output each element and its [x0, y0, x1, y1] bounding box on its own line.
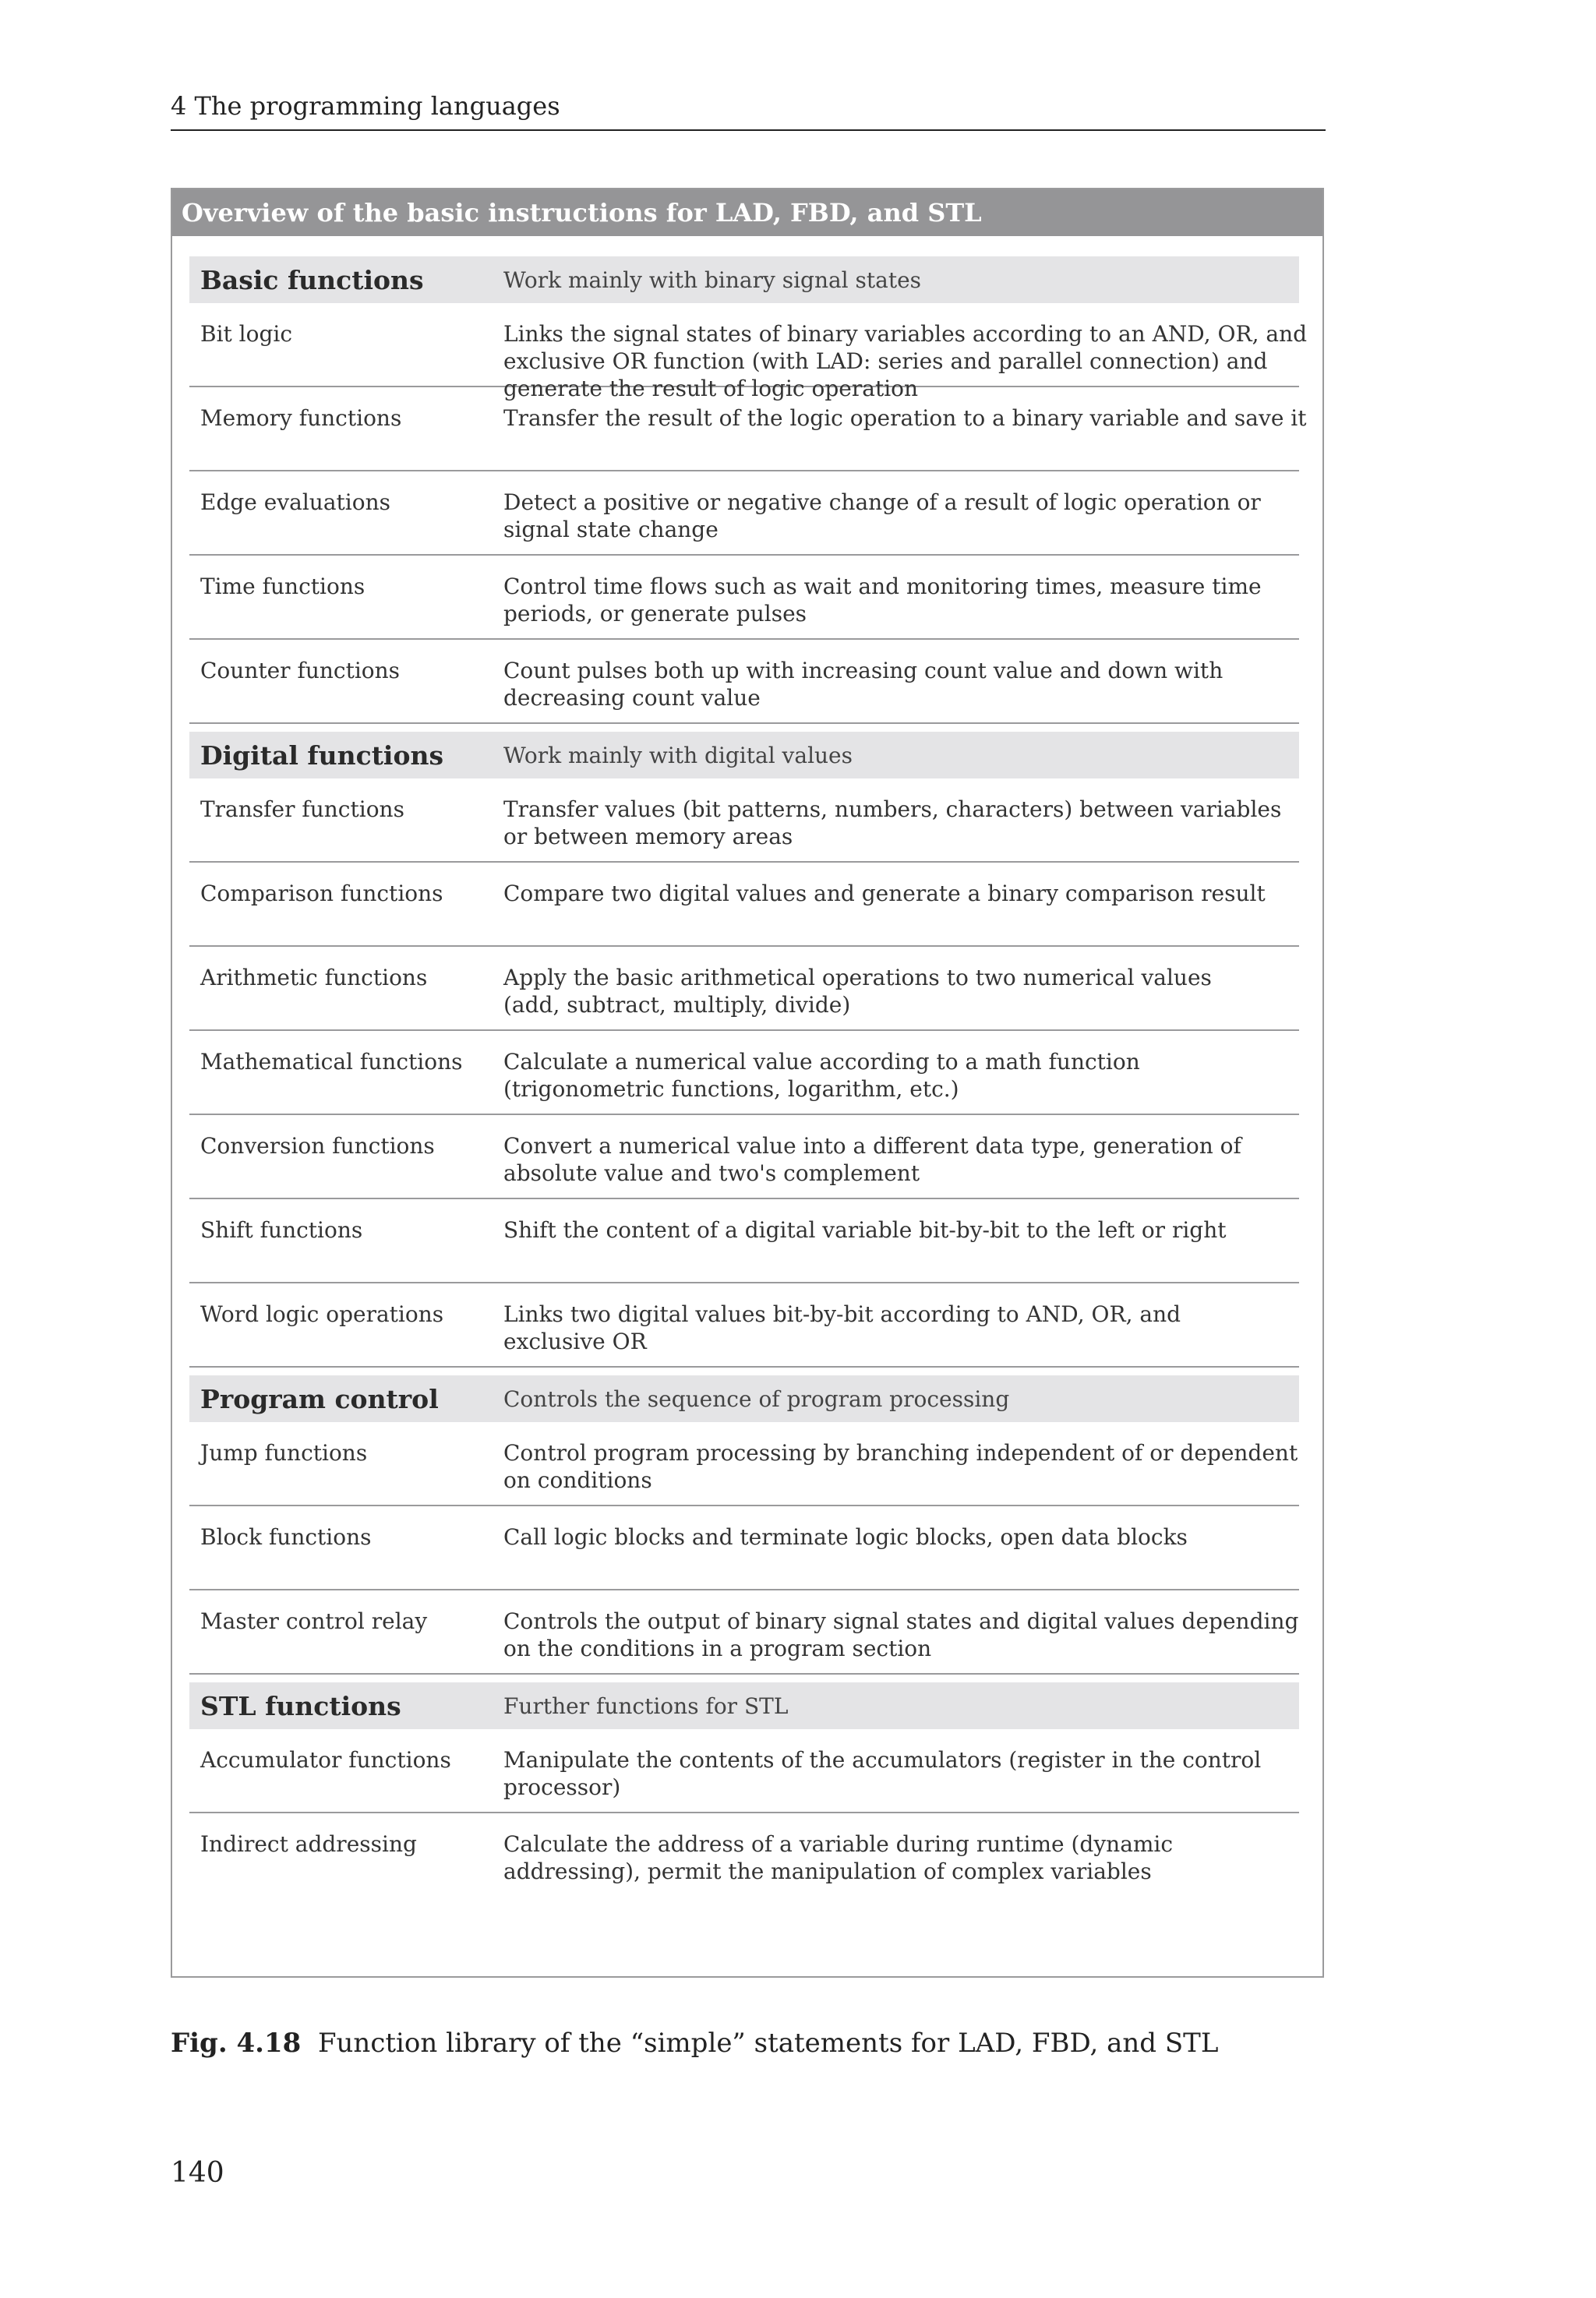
function-description: [503, 1746, 1299, 1812]
description-line: (trigonometric functions, logarithm, etc.): [503, 1076, 959, 1102]
function-name: Shift functions: [200, 1217, 363, 1243]
description-line: (add, subtract, multiply, divide): [503, 992, 851, 1018]
function-description: [503, 1048, 1299, 1114]
running-head: 4 The programming languages: [171, 90, 1326, 131]
description-line: Transfer the result of the logic operation to a binary variable and save it: [503, 405, 1307, 431]
figure-label: Fig. 4.18: [171, 2028, 302, 2059]
instruction-table: [189, 256, 1308, 1897]
overview-box: [171, 188, 1324, 1978]
description-line: Apply the basic arithmetical operations to two numerical values: [503, 965, 1212, 990]
function-name: Comparison functions: [200, 881, 443, 906]
description-line: Calculate a numerical value according to a math function: [503, 1049, 1140, 1075]
section-title: STL functions: [200, 1690, 401, 1721]
table-row: [189, 947, 1299, 1031]
description-line: exclusive OR: [503, 1329, 647, 1354]
description-line: Links the signal states of binary variables according to an AND, OR, and: [503, 321, 1308, 347]
function-name: Jump functions: [200, 1440, 368, 1466]
description-line: Manipulate the contents of the accumulators (register in the control: [503, 1747, 1262, 1773]
function-name: Edge evaluations: [200, 489, 390, 515]
function-name: Arithmetic functions: [200, 965, 428, 990]
function-name: Mathematical functions: [200, 1049, 463, 1075]
description-line: decreasing count value: [503, 685, 761, 711]
description-line: Links two digital values bit-by-bit according to AND, OR, and: [503, 1301, 1181, 1327]
function-description: [503, 573, 1299, 638]
function-description: [503, 320, 1308, 401]
function-description: [503, 880, 1299, 945]
table-row: [189, 303, 1308, 401]
table-row: [189, 1115, 1299, 1199]
table-row: [189, 1422, 1299, 1506]
section-title: Basic functions: [200, 264, 424, 295]
description-line: Count pulses both up with increasing count value and down with: [503, 658, 1223, 683]
function-description: [503, 1523, 1299, 1589]
description-line: Detect a positive or negative change of a result of logic operation or: [503, 489, 1261, 515]
function-name: Counter functions: [200, 658, 401, 683]
table-row: [189, 1283, 1299, 1368]
function-name: Memory functions: [200, 405, 402, 431]
table-row: [189, 1506, 1299, 1590]
description-line: addressing), permit the manipulation of complex variables: [503, 1859, 1152, 1884]
section-title: Program control: [200, 1383, 439, 1414]
description-line: Control time flows such as wait and monitoring times, measure time: [503, 574, 1262, 599]
function-description: [503, 489, 1299, 554]
function-description: [503, 1132, 1299, 1198]
table-row: [189, 1199, 1299, 1283]
function-name: Word logic operations: [200, 1301, 444, 1327]
function-description: [503, 1830, 1299, 1897]
description-line: generate the result of logic operation: [503, 376, 919, 401]
description-line: or between memory areas: [503, 824, 793, 849]
description-line: signal state change: [503, 517, 719, 542]
description-line: Shift the content of a digital variable bit-by-bit to the left or right: [503, 1217, 1227, 1243]
table-row: [189, 471, 1299, 556]
description-line: on the conditions in a program section: [503, 1636, 932, 1661]
section-summary: Work mainly with binary signal states: [503, 267, 922, 293]
description-line: processor): [503, 1774, 621, 1800]
description-line: Call logic blocks and terminate logic blocks, open data blocks: [503, 1524, 1188, 1550]
description-line: absolute value and two's complement: [503, 1160, 920, 1186]
figure-caption-text: Function library of the “simple” statements for LAD, FBD, and STL: [317, 2028, 1219, 2059]
description-line: Calculate the address of a variable during runtime (dynamic: [503, 1831, 1174, 1857]
function-name: Block functions: [200, 1524, 372, 1550]
figure-caption: [171, 2028, 1218, 2059]
table-row: [189, 1729, 1299, 1813]
description-line: Controls the output of binary signal states and digital values depending: [503, 1608, 1299, 1634]
function-name: Conversion functions: [200, 1133, 435, 1159]
description-line: Control program processing by branching independent of or dependent: [503, 1440, 1298, 1466]
description-line: Transfer values (bit patterns, numbers, characters) between variables: [503, 796, 1282, 822]
function-description: [503, 964, 1299, 1029]
section-summary: Work mainly with digital values: [503, 742, 853, 768]
table-row: [189, 863, 1299, 947]
table-row: [189, 556, 1299, 640]
function-description: [503, 404, 1307, 470]
table-row: [189, 1813, 1299, 1897]
section-header: [189, 256, 1299, 303]
function-description: [503, 1216, 1299, 1282]
table-row: [189, 1590, 1299, 1675]
description-line: Convert a numerical value into a different data type, generation of: [503, 1133, 1241, 1159]
function-name: Accumulator functions: [200, 1747, 451, 1773]
function-description: [503, 1608, 1299, 1673]
function-name: Time functions: [200, 574, 365, 599]
section-summary: Controls the sequence of program processing: [503, 1386, 1010, 1412]
function-name: Master control relay: [200, 1608, 428, 1634]
table-row: [189, 1031, 1299, 1115]
section-title: Digital functions: [200, 740, 444, 771]
description-line: periods, or generate pulses: [503, 601, 807, 627]
function-description: [503, 657, 1299, 722]
description-line: exclusive OR function (with LAD: series and parallel connection) and: [503, 348, 1268, 374]
page-number: 140: [171, 2157, 224, 2189]
function-name: Indirect addressing: [200, 1831, 417, 1857]
section-header: [189, 732, 1299, 778]
function-name: Transfer functions: [200, 796, 404, 822]
table-row: [189, 640, 1299, 724]
function-description: [503, 1301, 1299, 1366]
box-title: Overview of the basic instructions for LAD, FBD, and STL: [172, 189, 1322, 236]
table-row: [189, 778, 1299, 863]
description-line: Compare two digital values and generate a binary comparison result: [503, 881, 1266, 906]
function-description: [503, 796, 1299, 861]
section-header: [189, 1375, 1299, 1422]
description-line: on conditions: [503, 1467, 652, 1493]
function-description: [503, 1439, 1299, 1505]
section-header: [189, 1682, 1299, 1729]
section-summary: Further functions for STL: [503, 1693, 789, 1719]
function-name: Bit logic: [200, 321, 293, 347]
